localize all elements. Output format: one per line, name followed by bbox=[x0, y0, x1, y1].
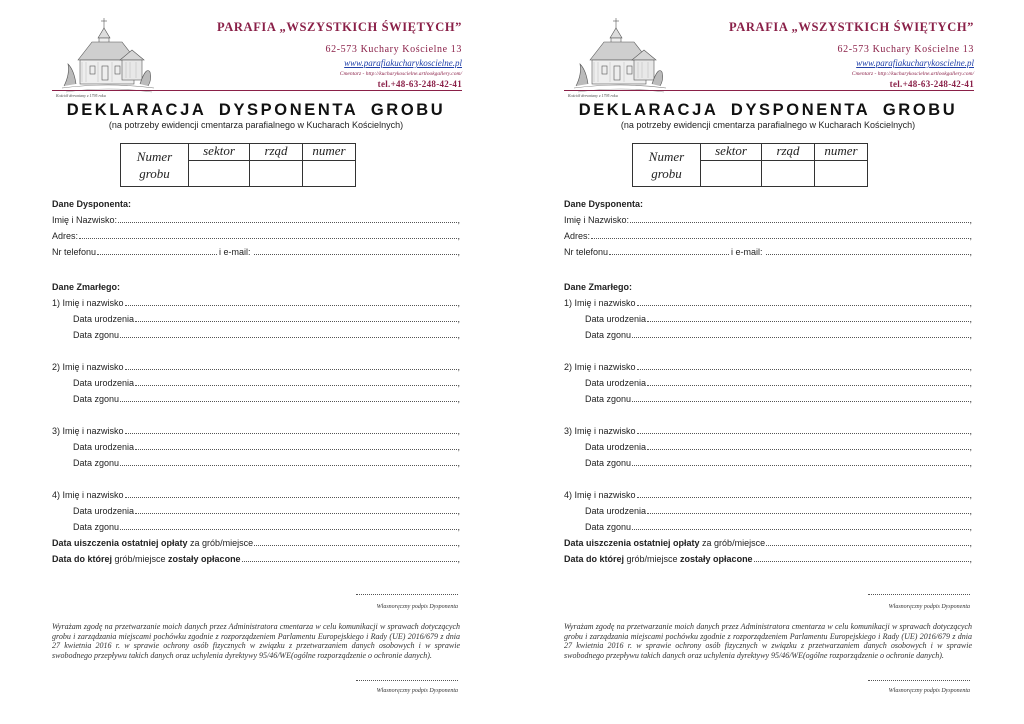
deceased-2-death-field[interactable]: Data zgonu , bbox=[564, 391, 972, 407]
deceased-4-birth-field[interactable]: Data urodzenia , bbox=[564, 503, 972, 519]
deceased-1-death-field[interactable]: Data zgonu , bbox=[564, 327, 972, 343]
numer-input-cell[interactable] bbox=[815, 161, 868, 187]
deceased-3-birth-field[interactable]: Data urodzenia , bbox=[52, 439, 460, 455]
column-rzad: rząd bbox=[250, 144, 303, 161]
field-label: Imię i Nazwisko: bbox=[564, 215, 630, 225]
last-payment-field[interactable]: Data uiszczenia ostatniej opłaty za grób/miejsce , bbox=[52, 538, 460, 548]
field-label: Data zgonu bbox=[585, 330, 632, 340]
field-label: Data zgonu bbox=[73, 394, 120, 404]
deceased-2-death-field[interactable]: Data zgonu , bbox=[52, 391, 460, 407]
church-caption: Kościół drewniany z 1795 roku bbox=[568, 93, 618, 98]
column-numer: numer bbox=[303, 144, 356, 161]
signature-line-2[interactable] bbox=[356, 680, 458, 681]
field-label: Data urodzenia bbox=[73, 314, 135, 324]
deceased-1-name-field[interactable]: 1) Imię i nazwisko , bbox=[564, 295, 972, 311]
field-label: Nr telefonu bbox=[52, 247, 97, 257]
field-label: Data zgonu bbox=[585, 458, 632, 468]
deceased-1-birth-field[interactable]: Data urodzenia , bbox=[564, 311, 972, 327]
form-body bbox=[564, 193, 972, 567]
column-sektor: sektor bbox=[701, 144, 762, 161]
header-divider bbox=[52, 90, 462, 91]
deceased-4-death-field[interactable]: Data zgonu , bbox=[564, 519, 972, 535]
cemetery-url[interactable]: http://kucharykoscielne.artlookgallery.com/ bbox=[365, 71, 462, 77]
grave-label-line2: grobu bbox=[139, 166, 170, 181]
church-caption: Kościół drewniany z 1795 roku bbox=[56, 93, 106, 98]
paid-until-label-mid: grób/miejsce bbox=[112, 554, 169, 564]
church-illustration bbox=[572, 16, 668, 94]
field-label: Data zgonu bbox=[585, 394, 632, 404]
deceased-2-name-field[interactable]: 2) Imię i nazwisko , bbox=[52, 359, 460, 375]
signature-line-1[interactable] bbox=[356, 594, 458, 595]
column-numer: numer bbox=[815, 144, 868, 161]
deceased-4-name-field[interactable]: 4) Imię i nazwisko , bbox=[564, 487, 972, 503]
document-subtitle: (na potrzeby ewidencji cmentarza parafialnego w Kucharach Kościelnych) bbox=[108, 120, 404, 130]
deceased-3-death-field[interactable]: Data zgonu , bbox=[564, 455, 972, 471]
parish-website-link[interactable]: www.parafiakucharykoscielne.pl bbox=[344, 58, 462, 68]
field-label: Data urodzenia bbox=[585, 442, 647, 452]
numer-input-cell[interactable] bbox=[303, 161, 356, 187]
disposer-contact-field[interactable]: Nr telefonu i e-mail: , bbox=[52, 244, 460, 260]
paid-until-label-mid: grób/miejsce bbox=[624, 554, 681, 564]
field-label: 2) Imię i nazwisko bbox=[52, 362, 124, 372]
disposer-section-title: Dane Dysponenta: bbox=[52, 199, 132, 209]
field-label: 1) Imię i nazwisko bbox=[52, 298, 124, 308]
disposer-section-title: Dane Dysponenta: bbox=[564, 199, 644, 209]
field-label: Data urodzenia bbox=[73, 506, 135, 516]
deceased-2-birth-field[interactable]: Data urodzenia , bbox=[52, 375, 460, 391]
deceased-1-death-field[interactable]: Data zgonu , bbox=[52, 327, 460, 343]
grave-number-table bbox=[632, 143, 868, 187]
grave-number-label bbox=[121, 144, 189, 187]
field-label: 1) Imię i nazwisko bbox=[564, 298, 636, 308]
field-label: Data zgonu bbox=[585, 522, 632, 532]
cemetery-url[interactable]: http://kucharykoscielne.artlookgallery.com/ bbox=[877, 71, 974, 77]
paid-until-label-end: zostały opłacone bbox=[168, 554, 241, 564]
paid-until-field[interactable]: Data do której grób/miejsce zostały opłacone , bbox=[564, 554, 972, 564]
last-payment-suffix: za grób/miejsce bbox=[187, 538, 254, 548]
field-label: 4) Imię i nazwisko bbox=[52, 490, 124, 500]
field-label: Data zgonu bbox=[73, 330, 120, 340]
field-label: Data zgonu bbox=[73, 458, 120, 468]
document-title: DEKLARACJA DYSPONENTA GROBU bbox=[578, 101, 958, 119]
column-rzad: rząd bbox=[762, 144, 815, 161]
rzad-input-cell[interactable] bbox=[250, 161, 303, 187]
deceased-3-death-field[interactable]: Data zgonu , bbox=[52, 455, 460, 471]
document-title: DEKLARACJA DYSPONENTA GROBU bbox=[66, 101, 446, 119]
last-payment-suffix: za grób/miejsce bbox=[699, 538, 766, 548]
field-label: Data urodzenia bbox=[585, 506, 647, 516]
field-label: 2) Imię i nazwisko bbox=[564, 362, 636, 372]
parish-address: 62-573 Kuchary Kościelne 13 bbox=[837, 44, 974, 55]
disposer-address-field[interactable]: Adres: , bbox=[52, 228, 460, 244]
deceased-section-title: Dane Zmarłego: bbox=[52, 282, 121, 292]
disposer-name-field[interactable]: Imię i Nazwisko: , bbox=[564, 212, 972, 228]
field-label: 4) Imię i nazwisko bbox=[564, 490, 636, 500]
signature-label-2: Własnoręczny podpis Dysponenta bbox=[376, 688, 458, 694]
form-body bbox=[52, 193, 460, 567]
grave-number-table bbox=[120, 143, 356, 187]
field-label: Data urodzenia bbox=[73, 442, 135, 452]
grave-label-line2: grobu bbox=[651, 166, 682, 181]
parish-header bbox=[52, 10, 462, 98]
last-payment-field[interactable]: Data uiszczenia ostatniej opłaty za grób/miejsce , bbox=[564, 538, 972, 548]
parish-phone: tel.+48-63-248-42-41 bbox=[889, 79, 974, 89]
column-sektor: sektor bbox=[189, 144, 250, 161]
field-label: 3) Imię i nazwisko bbox=[564, 426, 636, 436]
parish-address: 62-573 Kuchary Kościelne 13 bbox=[325, 44, 462, 55]
field-label: 3) Imię i nazwisko bbox=[52, 426, 124, 436]
gdpr-consent-text: Wyrażam zgodę na przetwarzanie moich danych przez Administratora cmentarza w celu komunikacji w sprawach dotyczących grobu i zarządzania miejscami pochówku zgodnie z rozporządzeniem Parlamentu Europejskiego i Rady (UE) 2016/679 z dnia 27 kwietnia 2016 r. w sprawie ochrony osób fizycznych w związku z przetwarzaniem danych osobowych i w sprawie swobodnego przepływu takich danych oraz uchylenia dyrektywy 95/46/WE(ogólne rozporządzenie o ochronie danych). bbox=[52, 622, 460, 660]
parish-phone: tel.+48-63-248-42-41 bbox=[377, 79, 462, 89]
cemetery-line: Cmentarz - http://kucharykoscielne.artlookgallery.com/ bbox=[851, 71, 974, 77]
deceased-3-name-field[interactable]: 3) Imię i nazwisko , bbox=[52, 423, 460, 439]
deceased-4-name-field[interactable]: 4) Imię i nazwisko , bbox=[52, 487, 460, 503]
sektor-input-cell[interactable] bbox=[189, 161, 250, 187]
email-label: i e-mail: bbox=[219, 247, 251, 257]
last-payment-label: Data uiszczenia ostatniej opłaty bbox=[52, 538, 188, 548]
paid-until-field[interactable]: Data do której grób/miejsce zostały opłacone , bbox=[52, 554, 460, 564]
parish-header bbox=[564, 10, 974, 98]
deceased-section-title: Dane Zmarłego: bbox=[564, 282, 633, 292]
cemetery-line: Cmentarz - http://kucharykoscielne.artlookgallery.com/ bbox=[339, 71, 462, 77]
deceased-1-name-field[interactable]: 1) Imię i nazwisko , bbox=[52, 295, 460, 311]
deceased-2-birth-field[interactable]: Data urodzenia , bbox=[564, 375, 972, 391]
signature-line-2[interactable] bbox=[868, 680, 970, 681]
parish-title: PARAFIA „WSZYSTKICH ŚWIĘTYCH” bbox=[729, 20, 974, 34]
form-page-right bbox=[512, 0, 1024, 724]
deceased-3-name-field[interactable]: 3) Imię i nazwisko , bbox=[564, 423, 972, 439]
signature-label-2: Własnoręczny podpis Dysponenta bbox=[888, 688, 970, 694]
cemetery-label: Cmentarz bbox=[851, 71, 874, 77]
last-payment-label: Data uiszczenia ostatniej opłaty bbox=[564, 538, 700, 548]
deceased-4-birth-field[interactable]: Data urodzenia , bbox=[52, 503, 460, 519]
grave-label-line1: Numer bbox=[648, 149, 685, 164]
document-subtitle: (na potrzeby ewidencji cmentarza parafialnego w Kucharach Kościelnych) bbox=[620, 120, 916, 130]
cemetery-label: Cmentarz bbox=[339, 71, 362, 77]
field-label: Adres: bbox=[52, 231, 79, 241]
parish-title: PARAFIA „WSZYSTKICH ŚWIĘTYCH” bbox=[217, 20, 462, 34]
rzad-input-cell[interactable] bbox=[762, 161, 815, 187]
field-label: Data zgonu bbox=[73, 522, 120, 532]
field-label: Nr telefonu bbox=[564, 247, 609, 257]
paid-until-label-end: zostały opłacone bbox=[680, 554, 753, 564]
field-label: Data urodzenia bbox=[73, 378, 135, 388]
grave-label-line1: Numer bbox=[136, 149, 173, 164]
disposer-address-field[interactable]: Adres: , bbox=[564, 228, 972, 244]
header-divider bbox=[564, 90, 974, 91]
sektor-input-cell[interactable] bbox=[701, 161, 762, 187]
field-label: Data urodzenia bbox=[585, 378, 647, 388]
paid-until-label-start: Data do której bbox=[564, 554, 625, 564]
signature-label-1: Własnoręczny podpis Dysponenta bbox=[376, 604, 458, 610]
signature-label-1: Własnoręczny podpis Dysponenta bbox=[888, 604, 970, 610]
paid-until-label-start: Data do której bbox=[52, 554, 113, 564]
field-label: Imię i Nazwisko: bbox=[52, 215, 118, 225]
signature-line-1[interactable] bbox=[868, 594, 970, 595]
deceased-4-death-field[interactable]: Data zgonu , bbox=[52, 519, 460, 535]
gdpr-consent-text: Wyrażam zgodę na przetwarzanie moich danych przez Administratora cmentarza w celu komunikacji w sprawach dotyczących grobu i zarządzania miejscami pochówku zgodnie z rozporządzeniem Parlamentu Europejskiego i Rady (UE) 2016/679 z dnia 27 kwietnia 2016 r. w sprawie ochrony osób fizycznych w związku z przetwarzaniem danych osobowych i w sprawie swobodnego przepływu takich danych oraz uchylenia dyrektywy 95/46/WE(ogólne rozporządzenie o ochronie danych). bbox=[564, 622, 972, 660]
deceased-3-birth-field[interactable]: Data urodzenia , bbox=[564, 439, 972, 455]
parish-website-link[interactable]: www.parafiakucharykoscielne.pl bbox=[856, 58, 974, 68]
deceased-1-birth-field[interactable]: Data urodzenia , bbox=[52, 311, 460, 327]
email-label: i e-mail: bbox=[731, 247, 763, 257]
field-label: Data urodzenia bbox=[585, 314, 647, 324]
disposer-contact-field[interactable]: Nr telefonu i e-mail: , bbox=[564, 244, 972, 260]
field-label: Adres: bbox=[564, 231, 591, 241]
grave-number-label bbox=[633, 144, 701, 187]
deceased-2-name-field[interactable]: 2) Imię i nazwisko , bbox=[564, 359, 972, 375]
disposer-name-field[interactable]: Imię i Nazwisko: , bbox=[52, 212, 460, 228]
church-illustration bbox=[60, 16, 156, 94]
